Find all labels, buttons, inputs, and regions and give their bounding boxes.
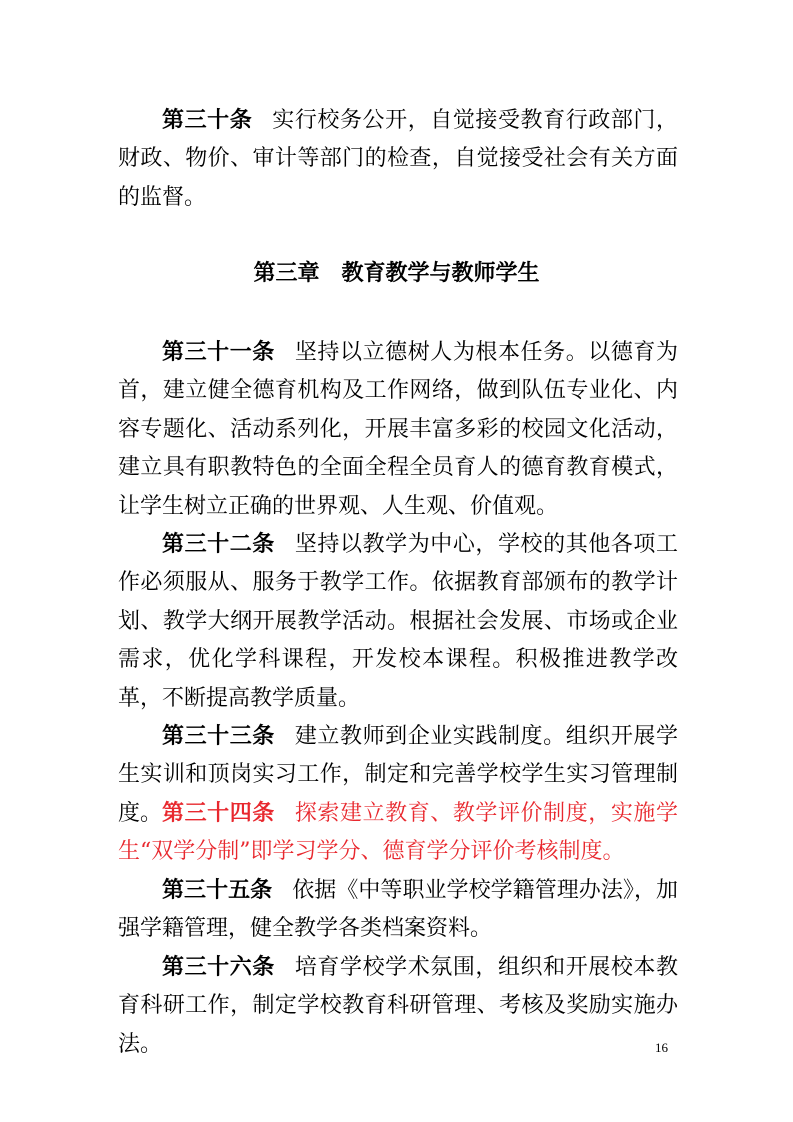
page-number: 16 [655, 1040, 668, 1055]
article-label: 第三十五条 [162, 878, 273, 903]
chapter-number: 第三章 [253, 261, 320, 286]
article-label: 第三十一条 [162, 340, 275, 365]
article-31 [118, 334, 678, 526]
article-label: 第三十四条 [162, 801, 275, 826]
article-text: 建立教师到企业实践制度。组织开展学生实训和顶岗实习工作，制定和完善学校学生实习管理制度。 [118, 724, 678, 826]
article-label: 第三十六条 [162, 955, 275, 980]
article-32 [118, 526, 678, 718]
article-text: 坚持以教学为中心，学校的其他各项工作必须服从、服务于教学工作。依据教育部颁布的教学计划、教学大纲开展教学活动。根据社会发展、市场或企业需求，优化学科课程，开发校本课程。积极推进教学改革，不断提高教学质量。 [118, 532, 678, 711]
article-35 [118, 872, 678, 949]
article-text: 探索建立教育、教学评价制度，实施学生“双学分制”即学习学分、德育学分评价考核制度。 [118, 801, 678, 865]
chapter-title: 教育教学与教师学生 [341, 261, 540, 286]
article-label: 第三十条 [162, 108, 253, 133]
article-34 [118, 795, 678, 872]
chapter-heading [0, 258, 793, 290]
article-label: 第三十三条 [162, 724, 275, 749]
article-30 [118, 102, 678, 217]
article-label: 第三十二条 [162, 532, 275, 557]
article-36 [118, 949, 678, 1064]
article-text: 培育学校学术氛围，组织和开展校本教育科研工作，制定学校教育科研管理、考核及奖励实施办法。 [118, 955, 678, 1057]
article-text: 坚持以立德树人为根本任务。以德育为首，建立健全德育机构及工作网络，做到队伍专业化、内容专题化、活动系列化，开展丰富多彩的校园文化活动，建立具有职教特色的全面全程全员育人的德育教育模式，让学生树立正确的世界观、人生观、价值观。 [118, 340, 678, 519]
article-text: 实行校务公开，自觉接受教育行政部门，财政、物价、审计等部门的检查，自觉接受社会有关方面的监督。 [118, 108, 678, 210]
article-text: 依据《中等职业学校学籍管理办法》，加强学籍管理，健全教学各类档案资料。 [118, 878, 678, 942]
